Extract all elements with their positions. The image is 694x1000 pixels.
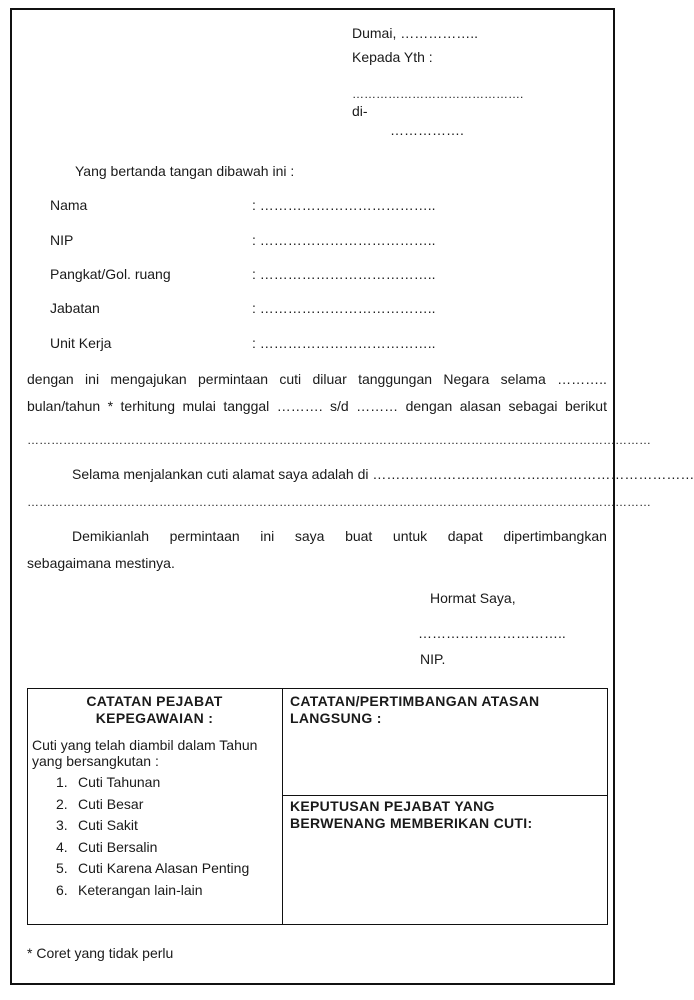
right-top-title-1: CATATAN/PERTIMBANGAN ATASAN	[290, 693, 540, 709]
word: buat	[345, 528, 373, 544]
item-number: 1.	[56, 774, 68, 790]
word: dengan	[27, 371, 74, 387]
signature-nip: NIP.	[420, 651, 446, 667]
list-item	[56, 794, 249, 816]
signature-line[interactable]: …………………………..	[418, 625, 566, 641]
to-label: Kepada Yth :	[352, 49, 433, 65]
item-label: Keterangan lain-lain	[78, 881, 203, 898]
table-divider-vertical	[282, 688, 283, 925]
item-number: 2.	[56, 795, 68, 812]
start-date-blank[interactable]: ……….	[276, 398, 323, 414]
item-label: Cuti Sakit	[78, 817, 138, 834]
table-divider-horizontal	[282, 795, 608, 796]
field-label-jabatan: Jabatan	[50, 300, 100, 316]
word: tanggal	[223, 398, 270, 414]
left-desc-1: Cuti yang telah diambil dalam Tahun	[32, 737, 258, 753]
field-value-unit-kerja[interactable]: : ………………………………..	[252, 335, 436, 351]
signature-greeting: Hormat Saya,	[430, 590, 516, 606]
item-number: 4.	[56, 838, 68, 855]
left-title-2: KEPEGAWAIAN :	[95, 710, 214, 726]
list-item	[56, 880, 249, 902]
right-top-title-2: LANGSUNG :	[290, 710, 382, 726]
word: *	[107, 398, 114, 414]
list-item	[56, 858, 249, 880]
request-line-2	[27, 398, 607, 414]
leave-type-list	[56, 772, 249, 902]
address-line-2[interactable]: …………………………………………………………………………………………………………………………………………	[27, 495, 651, 509]
right-bottom-title-2: BERWENANG MEMBERIKAN CUTI:	[290, 815, 533, 831]
di-line: …………….	[390, 122, 464, 138]
word: diluar	[312, 371, 347, 387]
list-item	[56, 837, 249, 859]
reason-blank[interactable]: …………………………………………………………………………………………………………………………………………	[27, 433, 651, 447]
intro-text: Yang bertanda tangan dibawah ini :	[75, 163, 295, 179]
list-item	[56, 815, 249, 837]
recipient-line: …………………………………….	[352, 87, 524, 101]
item-number: 6.	[56, 881, 68, 898]
field-label-nama: Nama	[50, 197, 88, 213]
duration-blank[interactable]: ………..	[557, 371, 607, 387]
word: terhitung	[120, 398, 175, 414]
right-bottom-title-1: KEPUTUSAN PEJABAT YANG	[290, 798, 495, 814]
word: cuti	[279, 371, 302, 387]
word: dipertimbangkan	[503, 528, 607, 544]
word: bulan/tahun	[27, 398, 101, 414]
word: permintaan	[169, 528, 240, 544]
word: s/d	[330, 398, 349, 414]
field-value-pangkat[interactable]: : ………………………………..	[252, 266, 436, 282]
place-date: Dumai, ……………..	[352, 25, 479, 41]
closing-line-1	[72, 528, 607, 544]
word: sebagai	[508, 398, 558, 414]
item-label: Cuti Bersalin	[78, 838, 158, 855]
field-label-nip: NIP	[50, 232, 74, 248]
word: untuk	[392, 528, 428, 544]
item-label: Cuti Tahunan	[78, 774, 161, 790]
address-line-1[interactable]: Selama menjalankan cuti alamat saya adalah di ……………………………………………………………	[72, 466, 694, 482]
word: berikut	[564, 398, 607, 414]
word: tanggungan	[358, 371, 433, 387]
word: mulai	[182, 398, 216, 414]
left-desc-2: yang bersangkutan :	[32, 753, 159, 769]
closing-line-2: sebagaimana mestinya.	[27, 555, 175, 571]
list-item	[56, 772, 249, 794]
word: mengajukan	[110, 371, 187, 387]
field-value-jabatan[interactable]: : ………………………………..	[252, 300, 436, 316]
word: ini	[260, 528, 275, 544]
di-label: di-	[352, 103, 368, 119]
word: selama	[500, 371, 546, 387]
item-number: 5.	[56, 860, 68, 877]
item-label: Cuti Besar	[78, 795, 144, 812]
word: Demikianlah	[72, 528, 150, 544]
left-title-1: CATATAN PEJABAT	[86, 693, 223, 709]
item-number: 3.	[56, 817, 68, 834]
word: Negara	[443, 371, 490, 387]
footnote: * Coret yang tidak perlu	[27, 945, 174, 961]
word: permintaan	[198, 371, 269, 387]
field-label-pangkat: Pangkat/Gol. ruang	[50, 266, 171, 282]
end-date-blank[interactable]: ………	[356, 398, 399, 414]
word: dengan	[405, 398, 453, 414]
word: saya	[294, 528, 325, 544]
field-label-unit-kerja: Unit Kerja	[50, 335, 112, 351]
field-value-nip[interactable]: : ………………………………..	[252, 232, 436, 248]
word: alasan	[459, 398, 502, 414]
field-value-nama[interactable]: : ………………………………..	[252, 197, 436, 213]
item-label: Cuti Karena Alasan Penting	[78, 860, 250, 877]
word: ini	[85, 371, 100, 387]
request-line-1	[27, 371, 607, 387]
word: dapat	[447, 528, 483, 544]
